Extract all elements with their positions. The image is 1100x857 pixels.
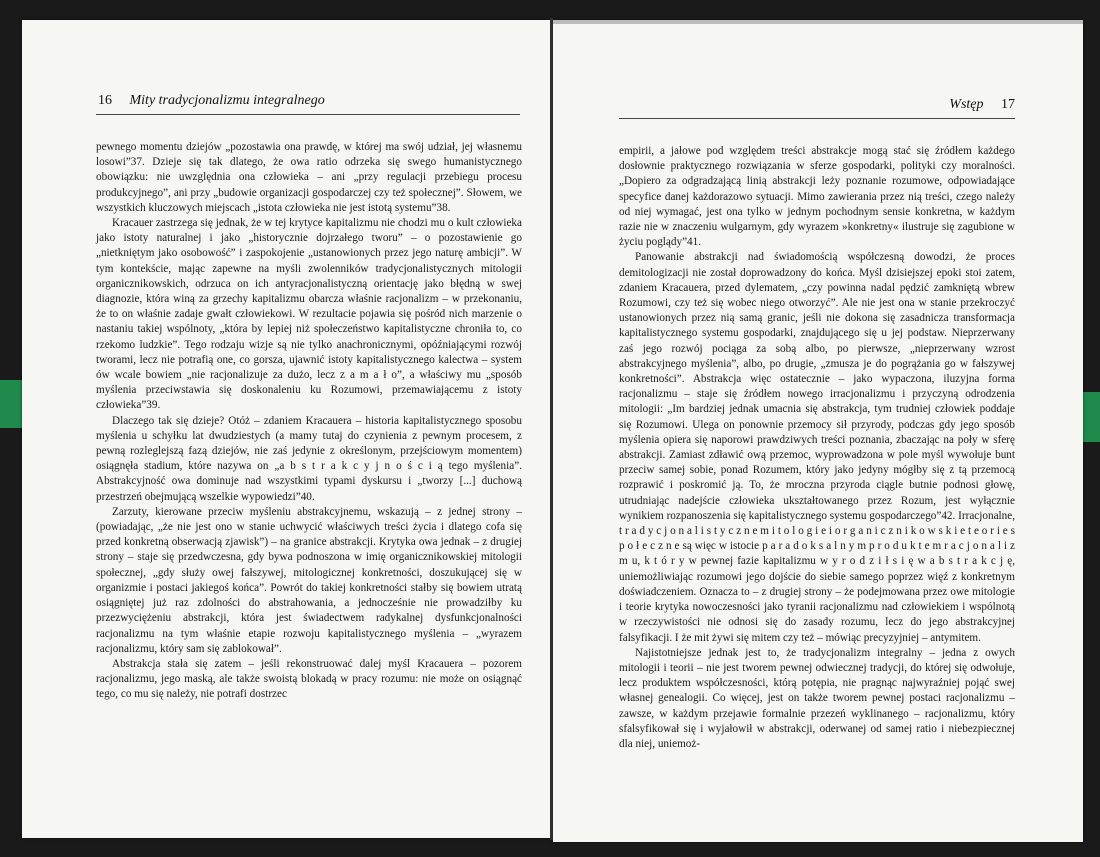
paragraph: pewnego momentu dziejów „pozostawia ona prawdę, w której ma swój udział, jej własnemu losowi”37. Dzieje się tak dlatego, że owa ratio odrzeka się swego humanistycznego obowiązku: nie uwzględnia ona człowieka – ani „przy regulacji przebiegu procesu produkcyjnego”, ani przy „budowie organizacji gospodarczej czy też społecznej”. Słowem, we wszystkich kluczowych miejscach „istota człowieka nie jest istotą systemu”38. (96, 141, 522, 214)
running-head (595, 97, 1015, 113)
header-rule (96, 114, 520, 115)
body-text (96, 140, 522, 703)
paragraph: Dlaczego tak się dzieje? Otóż – zdaniem Kracauera – historia kapitalistycznego sposobu myślenia u schyłku lat dwudziestych (a mamy tutaj do czynienia z pewnym procesem, z pewną rozleglejszą fazą dziejów, nie zaś jedynie z określonym, przejściowym momentem) osiągnęła stadium, które nazywa on „a b s t r a k c y j n o ś c i ą tego myślenia”. Abstrakcyjność owa dominuje nad wszystkimi typami dyskursu i „tworzy [...] duchową przestrzeń obejmującą wszelkie wypowiedzi”40. (96, 414, 522, 503)
right-page (553, 20, 1083, 842)
left-page (22, 20, 550, 838)
running-title: Wstęp (949, 97, 984, 112)
paragraph: Zarzuty, kierowane przeciw myśleniu abstrakcyjnemu, wskazują – z jednej strony – (powiadając, „że nie jest ono w stanie uchwycić właściwych treści życia i dlatego cofa się przed konkretną obserwacją zjawisk”) – na granice abstrakcji. Krytyka owa jednak – z drugiej strony – staje się przedwczesna, gdy bywa podnoszona w imię organicznikowskiej mitologii społecznej, „gdy służy owej fałszywej, mitologicznej konkretności, doszukującej się w organizmie i postaci jakiegoś końca”. Powrót do takiej konkretności stałby się bowiem utratą osiągniętej już raz zdolności do abstrahowania, a jednocześnie nie prowadziłby ku przezwyciężeniu abstrakcji, która jest świadectwem radykalnej dysfunkcjonalności racjonalizmu na tym właśnie etapie rozwoju kapitalistycznego myślenia – „wyrazem racjonalizmu, który sam się zablokował”. (96, 505, 522, 655)
header-rule (619, 118, 1015, 119)
paragraph: Kracauer zastrzega się jednak, że w tej krytyce kapitalizmu nie chodzi mu o kult człowieka jako istoty naturalnej i jako „historycznie dojrzałego tworu” – o pozostawienie go „nietkniętym jako osobowość” i zaspokojenie „ustanowionych przez jego naturę ambicji”. W tym kontekście, mając zapewne na myśli zwolenników tradycjonalistycznych mitologii organicznikowskich, odrzuca on ich antyracjonalistyczną orientację jako błędną w swej diagnozie, która winą za grzechy kapitalizmu obarcza właśnie racjonalizm – w przekonaniu, że to on właśnie zadaje gwałt człowiekowi. W rezultacie pojawia się pośród nich marzenie o nastaniu takiej wspólnoty, „która by lepiej niż społeczeństwo kapitalistyczne chroniła to, co rzekomo ludzkie”. Tego rodzaju wizje są nie tylko anachronicznymi, opóźniającymi rozwój tworami, lecz nie potrafią one, co gorsza, ujawnić istoty kapitalistycznego kalectwa – system ów wcale bowiem „nie racjonalizuje za dużo, lecz z a m a ł o”, a właściwy mu „sposób myślenia przeciwstawia się doskonaleniu ku Rozumowi, przemawiającemu z istoty człowieka”39. (96, 217, 522, 412)
paragraph: empirii, a jałowe pod względem treści abstrakcje mogą stać się źródłem każdego dosłownie praktycznego rozwiązania w sferze gospodarki, polityki czy moralności. „Dopiero za odgradzającą linią abstrakcji leży poznanie rozumowe, odpowiadające specyfice danej każdorazowo sytuacji. Mimo zawierania przez nią treści, czego należy od niej wymagać, jest ona tylko w jednym pochodnym sensie konkretna, w każdym razie nie w znaczeniu wulgarnym, gdy wyrazem »konkretny« ilustruje się zagubione w życiu poglądy”41. (619, 145, 1015, 249)
running-title: Mity tradycjonalizmu integralnego (129, 93, 325, 108)
paragraph: Najistotniejsze jednak jest to, że tradycjonalizm integralny – jedna z owych mitologii i teorii – nie jest tworem pewnej odwiecznej tradycji, do której się odwołuje, lecz produktem współczesności, którą potępia, nie pragnąc najwyraźniej pojąć swej własnej genealogii. Co więcej, jest on także tworem pewnej postaci racjonalizmu – zawsze, w każdym przejawie formalnie przezeń wyklinanego – racjonalizmu, który sfalsyfikował się i wyjałowił w abstrakcji, oderwanej od samej ratio i niebezpiecznej dla niej, uniemoż- (619, 646, 1015, 750)
page-number: 16 (98, 93, 112, 108)
body-text (619, 144, 1015, 752)
paragraph: Abstrakcja stała się zatem – jeśli rekonstruować dalej myśl Kracauera – pozorem racjonalizmu, jego maską, ale także swoistą blokadą w pracy rozumu: nie może on osiągnąć tego, co mu się należy, nie potrafi dostrzec (96, 657, 522, 701)
right-edge-tab (1082, 392, 1100, 442)
page-number: 17 (1001, 97, 1015, 112)
running-head (98, 93, 518, 109)
paragraph: Panowanie abstrakcji nad świadomością współczesną dowodzi, że proces demitologizacji nie został doprowadzony do końca. Myśl dzisiejszej epoki stoi zatem, zdaniem Kracauera, przed dylematem, „czy powinna nadal pędzić zamkniętą wbrew Rozumowi, czy też się wobec niego otworzyć”. Ale nie jest ona w stanie przekroczyć ustanowionych przez nią samą granic, jeśli nie dokona się zasadnicza transformacja kapitalistycznego systemu gospodarki, znajdującego się u jej podstaw. Nieprzerwany zaś jego rozwój pociąga za sobą albo, po pierwsze, „nieprzerwany wzrost abstrakcyjnego myślenia”, albo, po drugie, „zmusza je do pogrążania go w fałszywej konkretności”. Abstrakcja więc ostatecznie – jako wypaczona, iluzyjna forma racjonalizmu – staje się źródłem nowego irracjonalizmu i przyczyną odrodzenia mitologii: „Im bardziej jednak umacnia się abstrakcja, tym trudniej człowiek poddaje się Rozumowi. Ulega on ponownie przemocy sił przyrody, podczas gdy jego sposób myślenia opiera się naporowi prawdziwych treści poznania, zbaczając na poły w sferę abstrakcji. Zamiast zdławić ową przemoc, wyprowadzona w pole myśl wywołuje bunt przeciw samej sobie, ponad Rozumem, który jako jedyny mógłby się z tą przemocą rozprawić i poskromić ją. To, że mroczna przyroda ciągle butnie podnosi głowę, utrudniając nadejście człowieka ukształtowanego przez Rozum, jest wyłącznie wynikiem rozpanoszenia się kapitalistycznego systemu gospodarczego”42. Irracjonalne, t r a d y c j o n a l i s t y c z n e m i t o l o g i e i o r g a n i c z n i k o w s k i e t e o r i e s p o ł e c z n e są więc w istocie p a r a d o k s a l n y m p r o d u k t e m r a c j o n a l i z m u, k t ó r y w pewnej fazie kapitalizmu w y r o d z i ł s i ę w a b s t r a k c j ę, uniemożliwiając rozumowi jego dojście do siebie samego poprzez więź z konkretnym doświadczeniem. Oznacza to – z drugiej strony – że podejmowana przez owe mitologie i teorie krytyka nowoczesności jako tyranii racjonalizmu nad człowiekiem i wspólnotą w rzeczywistości nie odnosi się do zasady rozumu, lecz do jego abstrakcyjnej falsyfikacji. I że mit żywi się mitem czy też – mówiąc precyzyjniej – antymitem. (619, 251, 1015, 644)
